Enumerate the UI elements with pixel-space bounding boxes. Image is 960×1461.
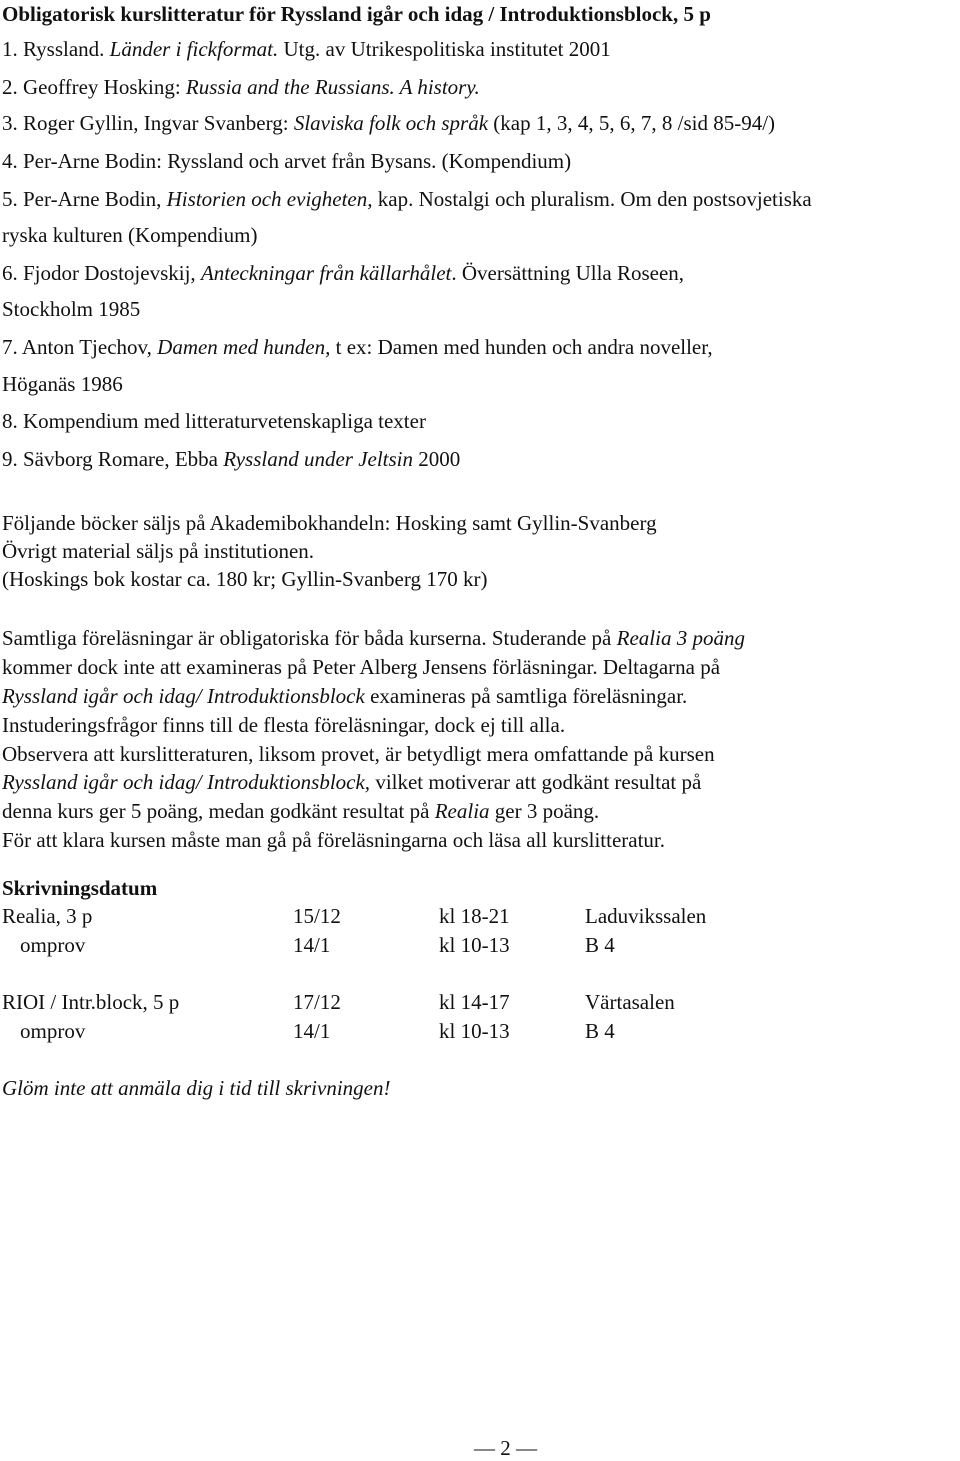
info-line: Samtliga föreläsningar är obligatoriska för båda kurserna. Studerande på Realia 3 poäng (2, 626, 745, 650)
document-title: Obligatorisk kurslitteratur för Ryssland igår och idag / Introduktionsblock, 5 p (2, 2, 711, 26)
table-row (2, 1019, 802, 1047)
time-cell: kl 14-17 (439, 990, 510, 1014)
exam-reminder: Glöm inte att anmäla dig i tid till skrivningen! (2, 1076, 391, 1100)
room-cell: Laduvikssalen (585, 904, 707, 928)
table-row (2, 933, 802, 961)
course-cell: RIOI / Intr.block, 5 p (2, 990, 180, 1014)
info-line: För att klara kursen måste man gå på föreläsningarna och läsa all kurslitteratur. (2, 828, 666, 852)
list-item-continuation: Höganäs 1986 (2, 372, 123, 396)
list-item: 3. Roger Gyllin, Ingvar Svanberg: Slaviska folk och språk (kap 1, 3, 4, 5, 6, 7, 8 /sid 85-94/) (2, 111, 776, 135)
info-line: Ryssland igår och idag/ Introduktionsblock, vilket motiverar att godkänt resultat på (2, 770, 702, 794)
date-cell: 15/12 (293, 904, 341, 928)
time-cell: kl 18-21 (439, 904, 510, 928)
books-line: Följande böcker säljs på Akademibokhandeln: Hosking samt Gyllin-Svanberg (2, 511, 657, 535)
room-cell: B 4 (585, 933, 615, 957)
date-cell: 14/1 (293, 933, 331, 957)
course-cell: omprov (20, 1019, 86, 1043)
info-line: kommer dock inte att examineras på Peter Alberg Jensens förläsningar. Deltagarna på (2, 655, 721, 679)
info-line: Observera att kurslitteraturen, liksom provet, är betydligt mera omfattande på kursen (2, 742, 715, 766)
table-row (2, 904, 802, 932)
info-line: denna kurs ger 5 poäng, medan godkänt resultat på Realia ger 3 poäng. (2, 799, 600, 823)
room-cell: B 4 (585, 1019, 615, 1043)
date-cell: 17/12 (293, 990, 341, 1014)
list-item: 2. Geoffrey Hosking: Russia and the Russians. A history. (2, 75, 480, 99)
list-item: 4. Per-Arne Bodin: Ryssland och arvet från Bysans. (Kompendium) (2, 149, 572, 173)
date-cell: 14/1 (293, 1019, 331, 1043)
info-line: Instuderingsfrågor finns till de flesta föreläsningar, dock ej till alla. (2, 713, 566, 737)
time-cell: kl 10-13 (439, 933, 510, 957)
list-item: 1. Ryssland. Länder i fickformat. Utg. av Utrikespolitiska institutet 2001 (2, 37, 611, 61)
list-item: 9. Sävborg Romare, Ebba Ryssland under Jeltsin 2000 (2, 447, 461, 471)
list-item: 5. Per-Arne Bodin, Historien och evigheten, kap. Nostalgi och pluralism. Om den postsovjetiska (2, 187, 812, 211)
list-item: 7. Anton Tjechov, Damen med hunden, t ex: Damen med hunden och andra noveller, (2, 335, 713, 359)
list-item-continuation: Stockholm 1985 (2, 297, 141, 321)
course-cell: omprov (20, 933, 86, 957)
info-line: Ryssland igår och idag/ Introduktionsblock examineras på samtliga föreläsningar. (2, 684, 688, 708)
list-item: 6. Fjodor Dostojevskij, Anteckningar från källarhålet. Översättning Ulla Roseen, (2, 261, 685, 285)
room-cell: Värtasalen (585, 990, 675, 1014)
books-line: Övrigt material säljs på institutionen. (2, 539, 315, 563)
table-row (2, 990, 802, 1018)
time-cell: kl 10-13 (439, 1019, 510, 1043)
list-item: 8. Kompendium med litteraturvetenskapliga texter (2, 409, 426, 433)
course-cell: Realia, 3 p (2, 904, 93, 928)
page-number: — 2 — (474, 1436, 537, 1460)
list-item-continuation: ryska kulturen (Kompendium) (2, 223, 258, 247)
schedule-heading: Skrivningsdatum (2, 876, 158, 900)
books-line: (Hoskings bok kostar ca. 180 kr; Gyllin-Svanberg 170 kr) (2, 567, 488, 591)
